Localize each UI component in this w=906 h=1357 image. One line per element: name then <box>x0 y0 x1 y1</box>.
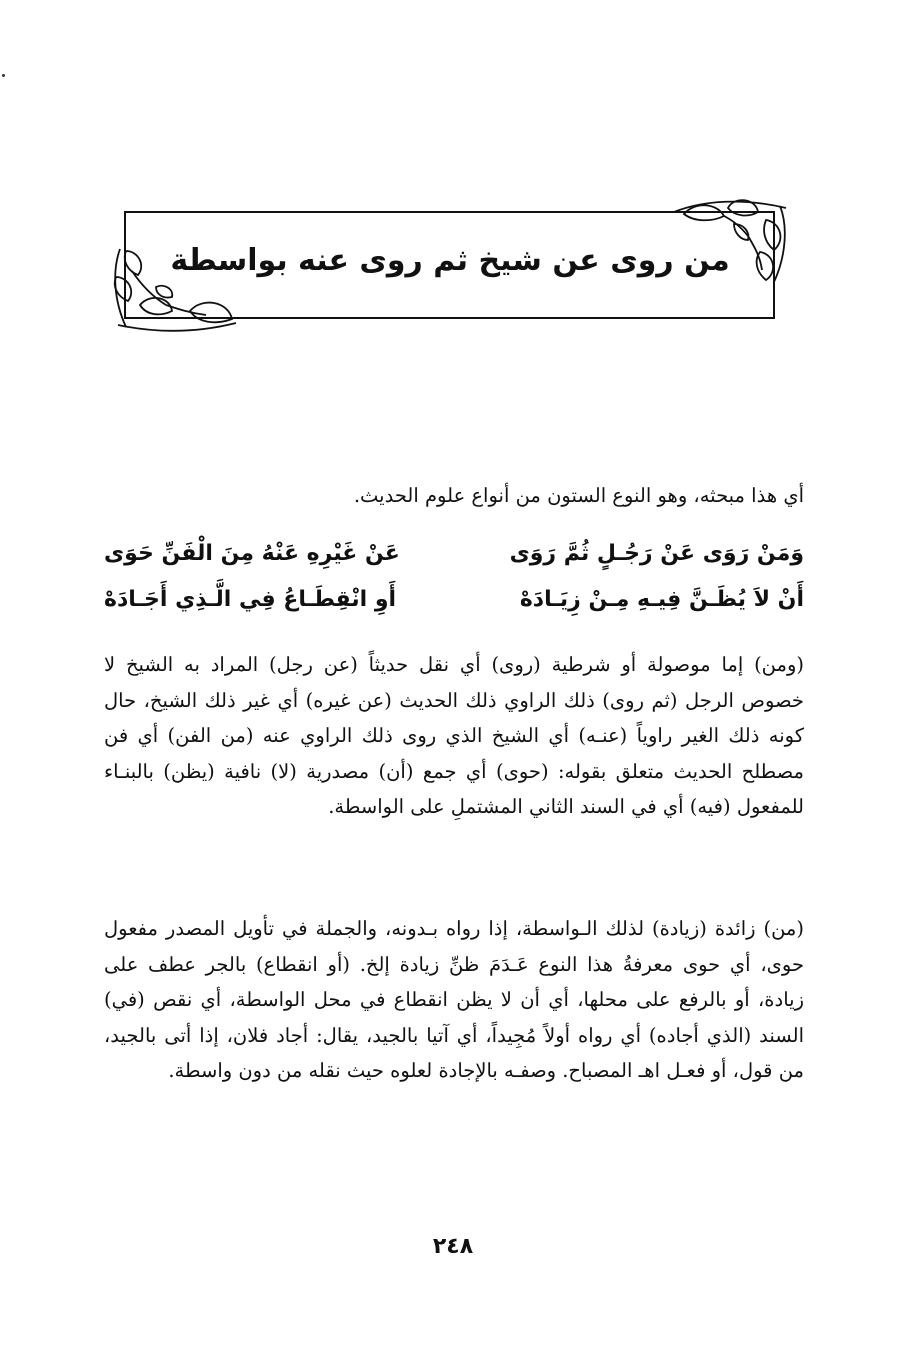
commentary-paragraph-1: (ومن) إما موصولة أو شرطية (روى) أي نقل حديثاً (عن رجل) المراد به الشيخ لا خصوص الرجل (ثم روى) ذلك الراوي ذلك الحديث (عن غيره) أي غير ذلك الشيخ، حال كونه ذلك الغير راوياً (عنـه) أي الشيخ الذي روى ذلك الراوي عنه (من الفن) أي فن مصطلح الحديث متعلق بقوله: (حوى) أي جمع (أن) مصدرية (لا) نافية (يظن) بالبنـاء للمفعول (فيه) أي في السند الثاني المشتملِ على الواسطة. <box>104 653 804 818</box>
poem-line-2 <box>104 576 804 622</box>
chapter-title: من روى عن شيخ ثم روى عنه بواسطة <box>170 242 730 278</box>
commentary-paragraph-2: (من) زائدة (زيادة) لذلك الـواسطة، إذا رواه بـدونه، والجملة في تأويل المصدر مفعول حوى، أي حوى معرفةُ هذا النوع عَـدَمَ ظنِّ زيادة إلخ. (أو انقطاع) بالجر عطف على زيادة، أو بالرفع على محلها، أي أن لا يظن انقطاع في محل الواسطة، أي نقص (في) السند (الذي أجاده) أي رواه أولاً مُجِيداً، أي آتيا بالجيد، يقال: أجاد فلان، إذا أتى بالجيد، من قول، أو فعـل اهـ المصباح. وصفـه بالإجادة لعلوه حيث نقله من دون واسطة. <box>104 917 804 1082</box>
intro-sentence: أي هذا مبحثه، وهو النوع الستون من أنواع علوم الحديث. <box>353 484 804 507</box>
margin-dot <box>2 74 5 77</box>
page-number: ٢٤٨ <box>432 1234 474 1259</box>
poem-line-1 <box>104 530 804 576</box>
hemistich-left: عَنْ غَيْرِهِ عَنْهُ مِنَ الْفَنِّ حَوَى <box>104 540 400 566</box>
hemistich-left: أَوِ انْقِطَـاعُ فِي الَّـذِي أَجَـادَهْ <box>104 586 397 612</box>
hemistich-right: وَمَنْ رَوَى عَنْ رَجُـلٍ ثُمَّ رَوَى <box>509 540 804 566</box>
hemistich-right: أَنْ لاَ يُظَـنَّ فِيـهِ مِـنْ زِيَـادَهْ <box>519 586 804 612</box>
poem-verses <box>104 530 804 622</box>
